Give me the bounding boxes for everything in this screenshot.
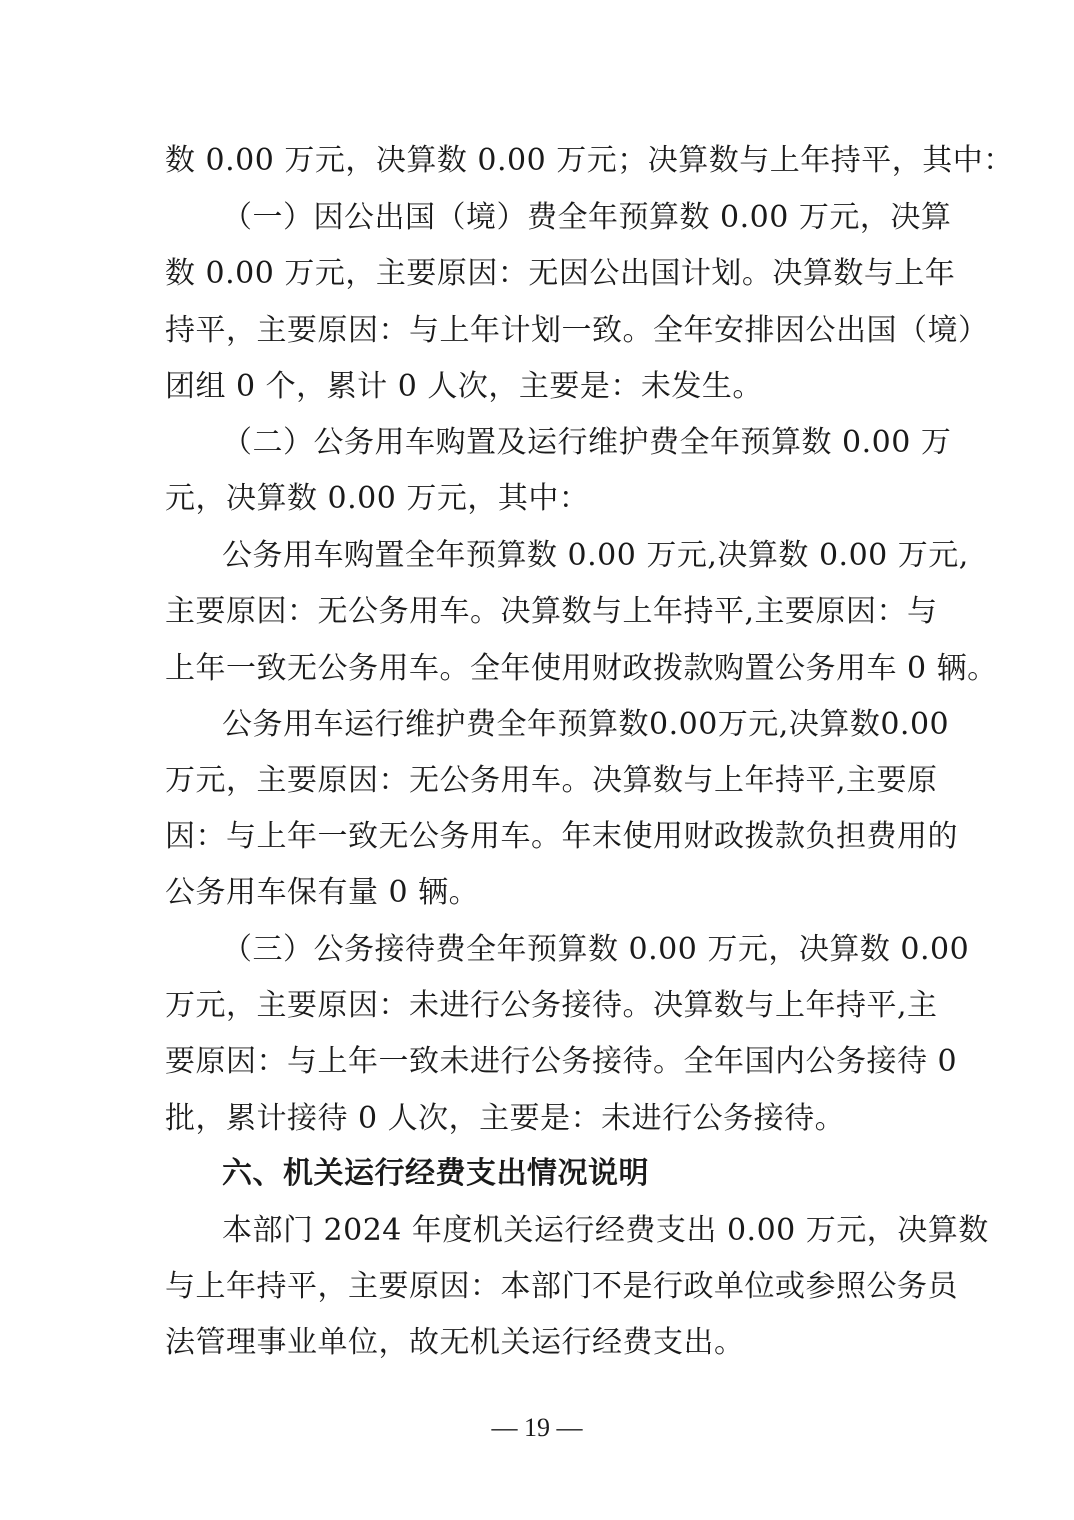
- paragraph-line: 批，累计接待 0 人次，主要是：未进行公务接待。: [165, 1101, 846, 1136]
- paragraph-line: 主要原因：无公务用车。决算数与上年持平,主要原因：与: [165, 594, 938, 629]
- page-number: — 19 —: [491, 1413, 583, 1442]
- paragraph-line: 法管理事业单位，故无机关运行经费支出。: [165, 1325, 745, 1360]
- paragraph-line: （二）公务用车购置及运行维护费全年预算数 0.00 万: [222, 425, 952, 460]
- paragraph-line: 本部门 2024 年度机关运行经费支出 0.00 万元，决算数: [222, 1213, 989, 1248]
- paragraph-line: 持平，主要原因：与上年计划一致。全年安排因公出国（境）: [165, 313, 989, 348]
- paragraph-line: 团组 0 个，累计 0 人次，主要是：未发生。: [165, 369, 763, 404]
- paragraph-line: （三）公务接待费全年预算数 0.00 万元，决算数 0.00: [222, 932, 970, 967]
- paragraph-line: 公务用车运行维护费全年预算数0.00万元,决算数0.00: [222, 707, 950, 742]
- paragraph-line: 万元，主要原因：未进行公务接待。决算数与上年持平,主: [165, 988, 938, 1023]
- paragraph-line: 数 0.00 万元，决算数 0.00 万元；决算数与上年持平，其中：: [165, 143, 1014, 178]
- paragraph-line: （一）因公出国（境）费全年预算数 0.00 万元，决算: [222, 200, 952, 235]
- paragraph-line: 因：与上年一致无公务用车。年末使用财政拨款负担费用的: [165, 819, 958, 854]
- section-heading: 六、机关运行经费支出情况说明: [222, 1156, 649, 1191]
- paragraph-line: 要原因：与上年一致未进行公务接待。全年国内公务接待 0: [165, 1044, 958, 1079]
- paragraph-line: 上年一致无公务用车。全年使用财政拨款购置公务用车 0 辆。: [165, 651, 998, 686]
- paragraph-line: 数 0.00 万元，主要原因：无因公出国计划。决算数与上年: [165, 256, 956, 291]
- paragraph-line: 公务用车购置全年预算数 0.00 万元,决算数 0.00 万元,: [222, 538, 969, 573]
- paragraph-line: 元，决算数 0.00 万元，其中：: [165, 481, 590, 516]
- paragraph-line: 与上年持平，主要原因：本部门不是行政单位或参照公务员: [165, 1269, 958, 1304]
- paragraph-line: 公务用车保有量 0 辆。: [165, 875, 480, 910]
- paragraph-line: 万元，主要原因：无公务用车。决算数与上年持平,主要原: [165, 763, 938, 798]
